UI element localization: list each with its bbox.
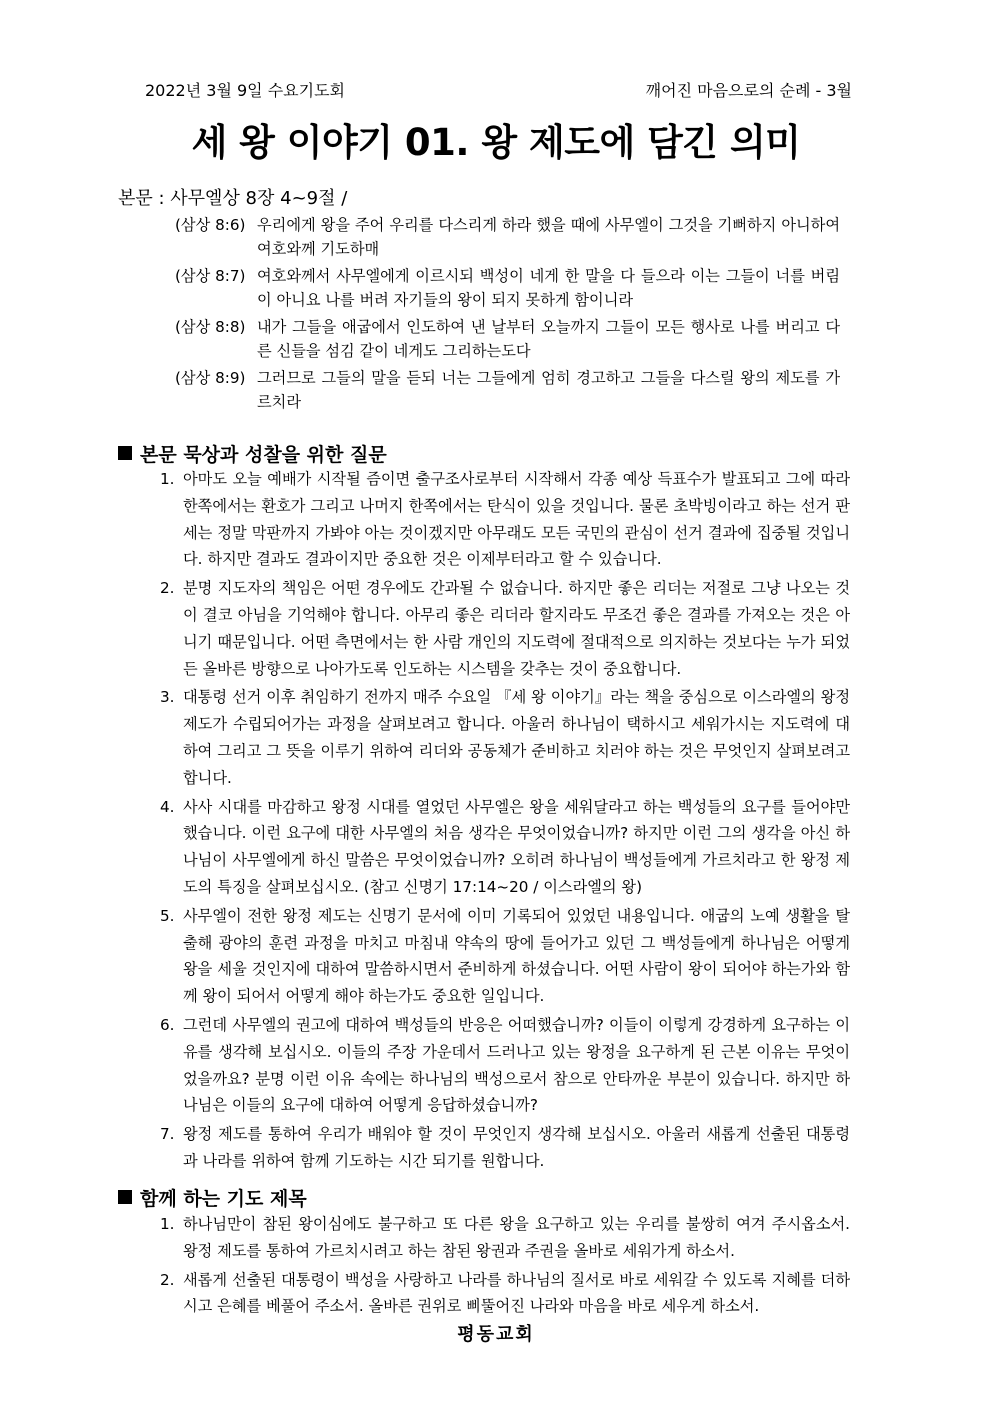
verse-item	[175, 315, 840, 363]
verse-item	[175, 366, 840, 414]
verse-text: 우리에게 왕을 주어 우리를 다스리게 하라 했을 때에 사무엘이 그것을 기뻐하지 아니하여 여호와께 기도하매	[257, 216, 840, 258]
item-number: 2.	[160, 1270, 175, 1289]
item-number: 1.	[160, 470, 175, 488]
verse-text: 내가 그들을 애굽에서 인도하여 낸 날부터 오늘까지 그들이 모든 행사로 나를 버리고 다른 신들을 섬김 같이 네게도 그리하는도다	[257, 318, 840, 360]
item-text: 분명 지도자의 책임은 어떤 경우에도 간과될 수 없습니다. 하지만 좋은 리더는 저절로 그냥 나오는 것이 결코 아님을 기억해야 합니다. 아무리 좋은 리더라 할지라도 무조건 좋은 결과를 가져오는 것은 아니기 때문입니다. 어떤 측면에서는 한 사람 개인의 지도력에 절대적으로 의지하는 것보다는 누가 되었든 올바른 방향으로 나아가도록 인도하는 시스템을 갖추는 것이 중요합니다.	[183, 579, 850, 678]
verse-item	[175, 264, 840, 312]
item-text: 새롭게 선출된 대통령이 백성을 사랑하고 나라를 하나님의 질서로 바로 세워갈 수 있도록 지혜를 더하시고 은혜를 베풀어 주소서. 올바른 권위로 삐뚤어진 나라와 마음을 바로 세우게 하소서.	[183, 1270, 850, 1316]
prayer-list	[160, 1211, 850, 1322]
list-item	[160, 1121, 850, 1175]
item-text: 아마도 오늘 예배가 시작될 즘이면 출구조사로부터 시작해서 각종 예상 득표수가 발표되고 그에 따라 한쪽에서는 환호가 그리고 나머지 한쪽에서는 탄식이 있을 것입니다. 물론 초박빙이라고 하는 선거 판세는 정말 막판까지 가봐야 아는 것이겠지만 아무래도 모든 국민의 관심이 선거 결과에 집중될 것입니다. 하지만 결과도 결과이지만 중요한 것은 이제부터라고 할 수 있습니다.	[183, 470, 850, 569]
verse-label: (삼상 8:7)	[175, 267, 246, 285]
item-number: 7.	[160, 1125, 175, 1144]
item-text: 사무엘이 전한 왕정 제도는 신명기 문서에 이미 기록되어 있었던 내용입니다. 애굽의 노예 생활을 탈출해 광야의 훈련 과정을 마치고 마침내 약속의 땅에 들어가고 있던 그 백성들에게 하나님은 어떻게 왕을 세울 것인지에 대하여 말씀하시면서 준비하게 하셨습니다. 어떤 사람이 왕이 되어야 하는가와 함께 왕이 되어서 어떻게 해야 하는가도 중요한 일입니다.	[183, 906, 850, 1006]
section-heading-text: 본문 묵상과 성찰을 위한 질문	[140, 444, 387, 466]
item-number: 6.	[160, 1015, 175, 1034]
scripture-reference: 본문 : 사무엘상 8장 4~9절 /	[118, 188, 348, 209]
verse-label: (삼상 8:6)	[175, 216, 246, 234]
square-bullet-icon	[118, 446, 132, 460]
verse-text: 여호와께서 사무엘에게 이르시되 백성이 네게 한 말을 다 들으라 이는 그들이 너를 버림이 아니요 나를 버려 자기들의 왕이 되지 못하게 함이니라	[257, 267, 840, 309]
item-text: 하나님만이 참된 왕이심에도 불구하고 또 다른 왕을 요구하고 있는 우리를 불쌍히 여겨 주시옵소서. 왕정 제도를 통하여 가르치시려고 하는 참된 왕권과 주권을 올바로 세워가게 하소서.	[183, 1215, 850, 1260]
list-item	[160, 1267, 850, 1321]
verse-item	[175, 213, 840, 261]
series-title: 깨어진 마음으로의 순례 - 3월	[645, 81, 852, 100]
list-item	[160, 1211, 850, 1265]
list-item	[160, 466, 850, 573]
service-date: 2022년 3월 9일 수요기도회	[145, 81, 345, 100]
item-number: 2.	[160, 579, 175, 598]
section-heading-questions	[118, 440, 387, 467]
verse-label: (삼상 8:8)	[175, 318, 246, 336]
item-number: 1.	[160, 1215, 175, 1233]
question-list	[160, 466, 850, 1177]
square-bullet-icon	[118, 1190, 132, 1204]
header-row	[145, 78, 852, 104]
list-item	[160, 1012, 850, 1119]
list-item	[160, 794, 850, 901]
page-title: 세 왕 이야기 01. 왕 제도에 담긴 의미	[191, 121, 801, 164]
item-number: 4.	[160, 797, 175, 816]
item-text: 왕정 제도를 통하여 우리가 배워야 할 것이 무엇인지 생각해 보십시오. 아울러 새롭게 선출된 대통령과 나라를 위하여 함께 기도하는 시간 되기를 원합니다.	[183, 1125, 850, 1170]
section-heading-prayer	[118, 1184, 307, 1211]
verse-label: (삼상 8:9)	[175, 369, 246, 387]
list-item	[160, 575, 850, 682]
verse-list	[175, 213, 840, 417]
item-text: 사사 시대를 마감하고 왕정 시대를 열었던 사무엘은 왕을 세워달라고 하는 백성들의 요구를 들어야만 했습니다. 이런 요구에 대한 사무엘의 처음 생각은 무엇이었습니까? 하지만 이런 그의 생각을 아신 하나님이 사무엘에게 하신 말씀은 무엇이었습니까? 오히려 하나님이 백성들에게 가르치라고 한 왕정 제도의 특징을 살펴보십시오. (참고 신명기 17:14~20 / 이스라엘의 왕)	[183, 797, 850, 896]
item-text: 그런데 사무엘의 권고에 대하여 백성들의 반응은 어떠했습니까? 이들이 이렇게 강경하게 요구하는 이유를 생각해 보십시오. 이들의 주장 가운데서 드러나고 있는 왕정을 요구하게 된 근본 이유는 무엇이었을까요? 분명 이런 이유 속에는 하나님의 백성으로서 참으로 안타까운 부분이 있습니다. 하지만 하나님은 이들의 요구에 대하여 어떻게 응답하셨습니까?	[183, 1015, 850, 1115]
item-number: 5.	[160, 906, 175, 925]
list-item	[160, 684, 850, 791]
church-logo: 평동교회	[457, 1324, 535, 1345]
item-number: 3.	[160, 688, 175, 707]
verse-text: 그러므로 그들의 말을 듣되 너는 그들에게 엄히 경고하고 그들을 다스릴 왕의 제도를 가르치라	[257, 369, 840, 411]
list-item	[160, 903, 850, 1010]
section-heading-text: 함께 하는 기도 제목	[140, 1188, 307, 1210]
item-text: 대통령 선거 이후 취임하기 전까지 매주 수요일 『세 왕 이야기』라는 책을 중심으로 이스라엘의 왕정 제도가 수립되어가는 과정을 살펴보려고 합니다. 아울러 하나님이 택하시고 세워가시는 지도력에 대하여 그리고 그 뜻을 이루기 위하여 리더와 공동체가 준비하고 치러야 하는 것은 무엇인지 살펴보려고 합니다.	[183, 688, 850, 787]
